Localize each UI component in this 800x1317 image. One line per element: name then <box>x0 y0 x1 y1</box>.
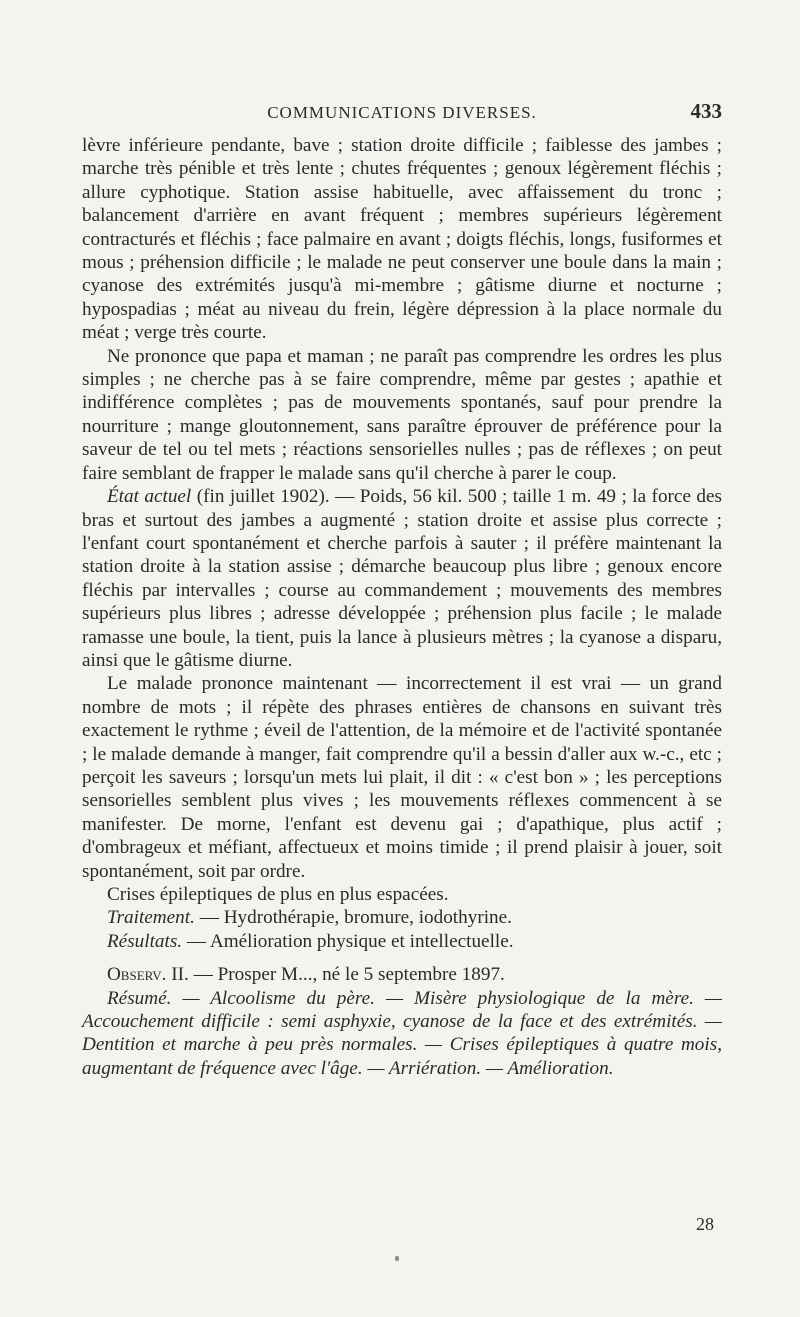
current-state-text: (fin juillet 1902). — Poids, 56 kil. 500 ; taille 1 m. 49 ; la force des bras et surtout des jambes a augmenté ; station droite et assise plus correcte ; l'enfant court spontanément et cherche parfois à sauter ; il préfère maintenant la station droite à la station assise ; démarche beaucoup plus libre ; genoux encore fléchis par intervalles ; course au commandement ; mouvements des membres supérieurs plus libres ; adresse développée ; préhension plus facile ; le malade ramasse une boule, la tient, puis la lance à plusieurs mètres ; la cyanose a disparu, ainsi que le gâtisme diurne. <box>82 486 722 671</box>
treatment-label: Traitement. <box>106 907 195 929</box>
paragraph-summary <box>82 987 722 1081</box>
paper-speck <box>395 1256 399 1261</box>
page-body <box>82 134 722 1080</box>
paragraph-progress: Le malade prononce maintenant — incorrectement il est vrai — un grand nombre de mots ; il répète des phrases entières de chansons en suivant très exactement le rythme ; éveil de l'attention, de la mémoire et de l'activité spontanée ; le malade demande à manger, fait comprendre qu'il a bessin d'aller aux w.-c., etc ; perçoit les saveurs ; lorsqu'un mets lui plait, il dit : « c'est bon » ; les perceptions sensorielles semblent plus vives ; les mouvements réflexes commencent à se manifester. De morne, l'enfant est devenu gai ; d'apathique, plus actif ; d'ombrageux et méfiant, affectueux et moins timide ; il prend plaisir à jouer, soit spontanément, soit par ordre. <box>82 673 722 882</box>
results-label: Résultats. <box>106 930 183 952</box>
page-number: 433 <box>690 99 722 123</box>
summary-label: Résumé. <box>106 987 172 1009</box>
current-state-label: État actuel <box>106 486 192 508</box>
paragraph-speech: Ne prononce que papa et maman ; ne paraît pas comprendre les ordres les plus simples ; ne cherche pas à se faire comprendre, même par gestes ; apathie et indifférence complètes ; pas de mouvements spontanés, sauf pour prendre la nourriture ; mange gloutonnement, sans paraître éprouver de préférence pour la saveur de tel ou tel mets ; réactions sensorielles nulles ; pas de réflexes ; on peut faire semblant de frapper le malade sans qu'il cherche à parer le coup. <box>82 345 722 484</box>
results-text: — Amélioration physique et intellectuelle. <box>182 930 514 952</box>
paragraph-observation <box>82 963 722 986</box>
signature-mark: 28 <box>696 1214 714 1234</box>
observation-text: — Prosper M..., né le 5 septembre 1897. <box>188 964 505 986</box>
paragraph-seizures: Crises épileptiques de plus en plus espacées. <box>106 884 449 905</box>
summary-text: — Alcoolisme du père. — Misère physiologique de la mère. — Accouchement difficile : semi asphyxie, cyanose de la face et des extrémités. — Dentition et marche à peu près normales. — Crises épileptiques à quatre mois, augmentant de fréquence avec l'âge. — Arriération. — Amélioration. <box>82 987 722 1079</box>
paragraph-current-state <box>82 485 722 672</box>
page-header <box>82 99 722 127</box>
paragraph-treatment <box>82 906 722 929</box>
treatment-text: — Hydrothérapie, bromure, iodothyrine. <box>194 907 512 929</box>
paragraph-results <box>82 930 722 953</box>
paragraph-continuation: lèvre inférieure pendante, bave ; station droite difficile ; faiblesse des jambes ; marche très pénible et très lente ; chutes fréquentes ; genoux légèrement fléchis ; allure cyphotique. Station assise habituelle, avec affaissement du tronc ; balancement d'arrière en avant fréquent ; membres supérieurs légèrement contracturés et fléchis ; face palmaire en avant ; doigts fléchis, longs, fusiformes et mous ; préhension difficile ; le malade ne peut conserver une boule dans la main ; cyanose des extrémités jusqu'à mi-membre ; gâtisme diurne et nocturne ; hypospadias ; méat au niveau du frein, légère dépression à la place normale du méat ; verge très courte. <box>82 135 722 344</box>
observation-label: Observ. II. <box>106 964 189 986</box>
running-title: COMMUNICATIONS DIVERSES. <box>267 103 537 122</box>
